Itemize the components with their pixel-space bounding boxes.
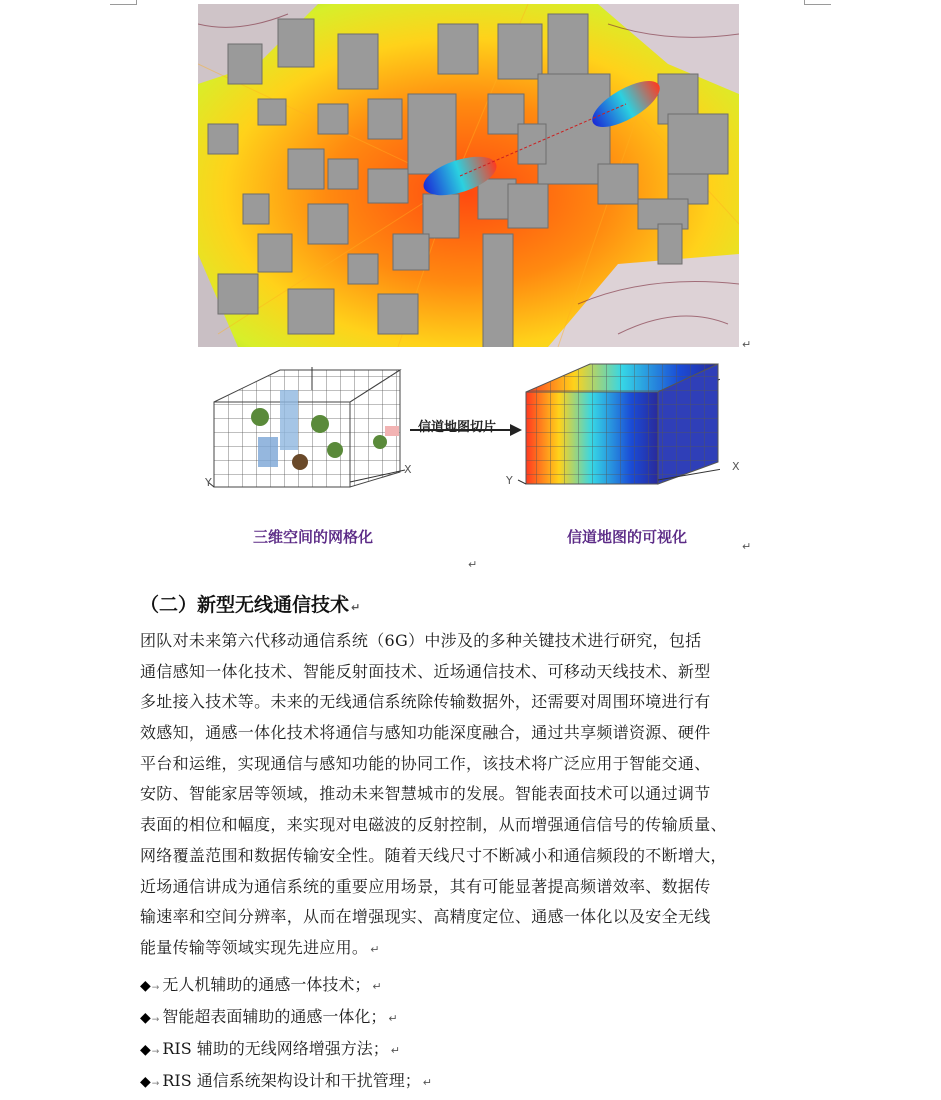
- diamond-bullet-icon: ◆: [140, 1042, 151, 1058]
- diamond-bullet-icon: ◆: [140, 1010, 151, 1026]
- body-line: 输速率和空间分辨率，从而在增强现实、高精度定位、通感一体化以及安全无线: [140, 907, 711, 927]
- axis-x-label-right: X: [732, 460, 740, 473]
- diamond-bullet-icon: ◆: [140, 978, 151, 994]
- tab-arrow-icon: →: [151, 1015, 160, 1025]
- tab-arrow-icon: →: [151, 983, 160, 993]
- page-corner-mark-right: [804, 0, 831, 5]
- paragraph-mark: ↵: [390, 1044, 400, 1057]
- bullet-text: 智能超表面辅助的通感一体化；: [162, 1007, 387, 1026]
- bullet-text: RIS 辅助的无线网络增强方法；: [162, 1039, 389, 1058]
- body-line: 近场通信讲成为通信系统的重要应用场景，其有可能显著提高频谱效率、数据传: [140, 876, 711, 896]
- paragraph-mark: ↵: [742, 338, 752, 351]
- axis-y-label-left: Y: [205, 476, 212, 489]
- section-title-text: （二）新型无线通信技术: [140, 594, 350, 616]
- bullet-text: 无人机辅助的通感一体技术；: [162, 975, 371, 994]
- channel-map-diagram: [200, 362, 720, 527]
- section-title: [140, 590, 360, 617]
- paragraph-mark: ↵: [468, 558, 478, 571]
- axis-x-label-left: X: [404, 463, 412, 476]
- paragraph-mark: ↵: [370, 942, 380, 956]
- bullet-item: [140, 1004, 398, 1027]
- bullet-text: RIS 通信系统架构设计和干扰管理；: [162, 1071, 421, 1090]
- body-line-text: 能量传输等领域实现先进应用。: [140, 937, 369, 957]
- bullet-item: [140, 1068, 432, 1091]
- left-figure-caption: 三维空间的网格化: [253, 528, 374, 546]
- paragraph-mark: ↵: [742, 540, 752, 553]
- body-line: 多址接入技术等。未来的无线通信系统除传输数据外，还需要对周围环境进行有: [140, 692, 711, 712]
- city-coverage-heatmap-image: [198, 4, 739, 347]
- paragraph-mark: ↵: [351, 601, 361, 614]
- body-line: 团队对未来第六代移动通信系统（6G）中涉及的多种关键技术进行研究，包括: [140, 631, 702, 650]
- body-line: 安防、智能家居等领域，推动未来智慧城市的发展。智能表面技术可以通过调节: [140, 784, 711, 804]
- axis-y-label-right: Y: [506, 474, 513, 487]
- body-line-last: [140, 933, 800, 964]
- right-figure-caption: 信道地图的可视化: [567, 528, 688, 546]
- body-line: 平台和运维，实现通信与感知功能的协同工作，该技术将广泛应用于智能交通、: [140, 753, 711, 773]
- body-line: 表面的相位和幅度，来实现对电磁波的反射控制，从而增强通信信号的传输质量、: [140, 815, 727, 835]
- body-line: 网络覆盖范围和数据传输安全性。随着天线尺寸不断减小和通信频段的不断增大，: [140, 845, 727, 865]
- paragraph-mark: ↵: [388, 1012, 398, 1025]
- paragraph-mark: ↵: [422, 1076, 432, 1089]
- paragraph-mark: ↵: [372, 980, 382, 993]
- page-corner-mark-left: [110, 0, 137, 5]
- diamond-bullet-icon: ◆: [140, 1074, 151, 1090]
- bullet-item: [140, 972, 382, 995]
- bullet-item: [140, 1036, 400, 1059]
- tab-arrow-icon: →: [151, 1079, 160, 1089]
- body-line: 效感知，通感一体化技术将通信与感知功能深度融合，通过共享频谱资源、硬件: [140, 723, 711, 743]
- tab-arrow-icon: →: [151, 1047, 160, 1057]
- body-paragraph: [140, 626, 800, 964]
- body-line: 通信感知一体化技术、智能反射面技术、近场通信技术、可移动天线技术、新型: [140, 661, 711, 681]
- channel-map-slice-label: 信道地图切片: [418, 420, 497, 435]
